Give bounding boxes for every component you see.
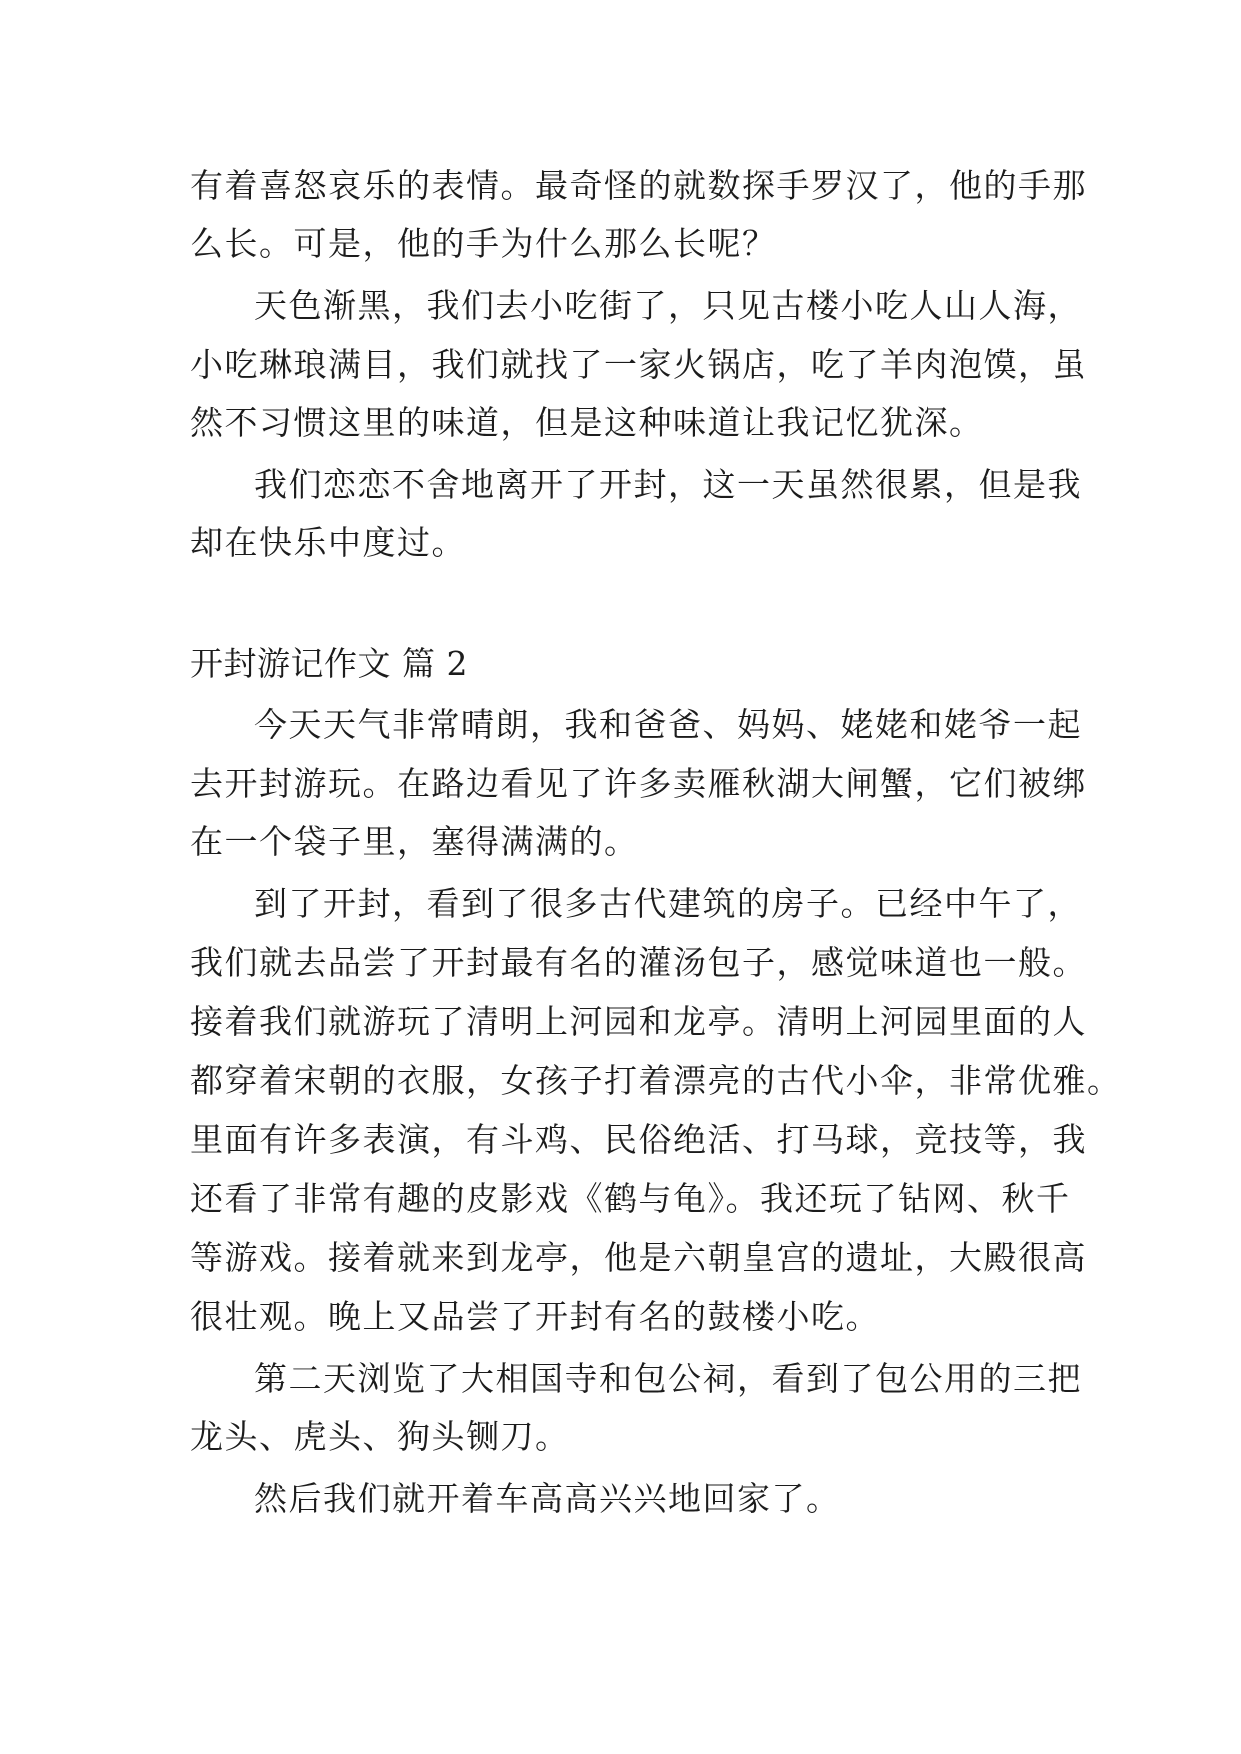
text-line: 小吃琳琅满目，我们就找了一家火锅店，吃了羊肉泡馍，虽 (190, 345, 1087, 384)
section-heading: 开封游记作文 篇 2 (190, 644, 468, 683)
text-line: 等游戏。接着就来到龙亭，他是六朝皇宫的遗址，大殿很高 (190, 1238, 1087, 1277)
text-line: 么长。可是，他的手为什么那么长呢？ (190, 224, 777, 263)
text-line: 我们就去品尝了开封最有名的灌汤包子，感觉味道也一般。 (190, 943, 1087, 982)
paragraph-start-line: 到了开封，看到了很多古代建筑的房子。已经中午了， (254, 884, 1082, 923)
paragraph-start-line: 第二天浏览了大相国寺和包公祠，看到了包公用的三把 (254, 1359, 1082, 1398)
text-line: 都穿着宋朝的衣服，女孩子打着漂亮的古代小伞，非常优雅。 (190, 1061, 1122, 1100)
text-line: 有着喜怒哀乐的表情。最奇怪的就数探手罗汉了，他的手那 (190, 166, 1087, 205)
paragraph-start-line: 我们恋恋不舍地离开了开封，这一天虽然很累，但是我 (254, 465, 1082, 504)
paragraph-start-line: 天色渐黑，我们去小吃街了，只见古楼小吃人山人海， (254, 286, 1082, 325)
text-line: 却在快乐中度过。 (190, 523, 466, 562)
text-line: 龙头、虎头、狗头铡刀。 (190, 1417, 570, 1456)
paragraph-start-line: 今天天气非常晴朗，我和爸爸、妈妈、姥姥和姥爷一起 (254, 705, 1082, 744)
text-line: 然不习惯这里的味道，但是这种味道让我记忆犹深。 (190, 403, 984, 442)
text-line: 里面有许多表演，有斗鸡、民俗绝活、打马球，竞技等，我 (190, 1120, 1087, 1159)
text-line: 接着我们就游玩了清明上河园和龙亭。清明上河园里面的人 (190, 1002, 1087, 1041)
paragraph-start-line: 然后我们就开着车高高兴兴地回家了。 (254, 1479, 841, 1518)
text-line: 去开封游玩。在路边看见了许多卖雁秋湖大闸蟹，它们被绑 (190, 764, 1087, 803)
text-line: 很壮观。晚上又品尝了开封有名的鼓楼小吃。 (190, 1297, 880, 1336)
text-line: 在一个袋子里，塞得满满的。 (190, 822, 639, 861)
text-line: 还看了非常有趣的皮影戏《鹤与龟》。我还玩了钻网、秋千 (190, 1179, 1071, 1218)
